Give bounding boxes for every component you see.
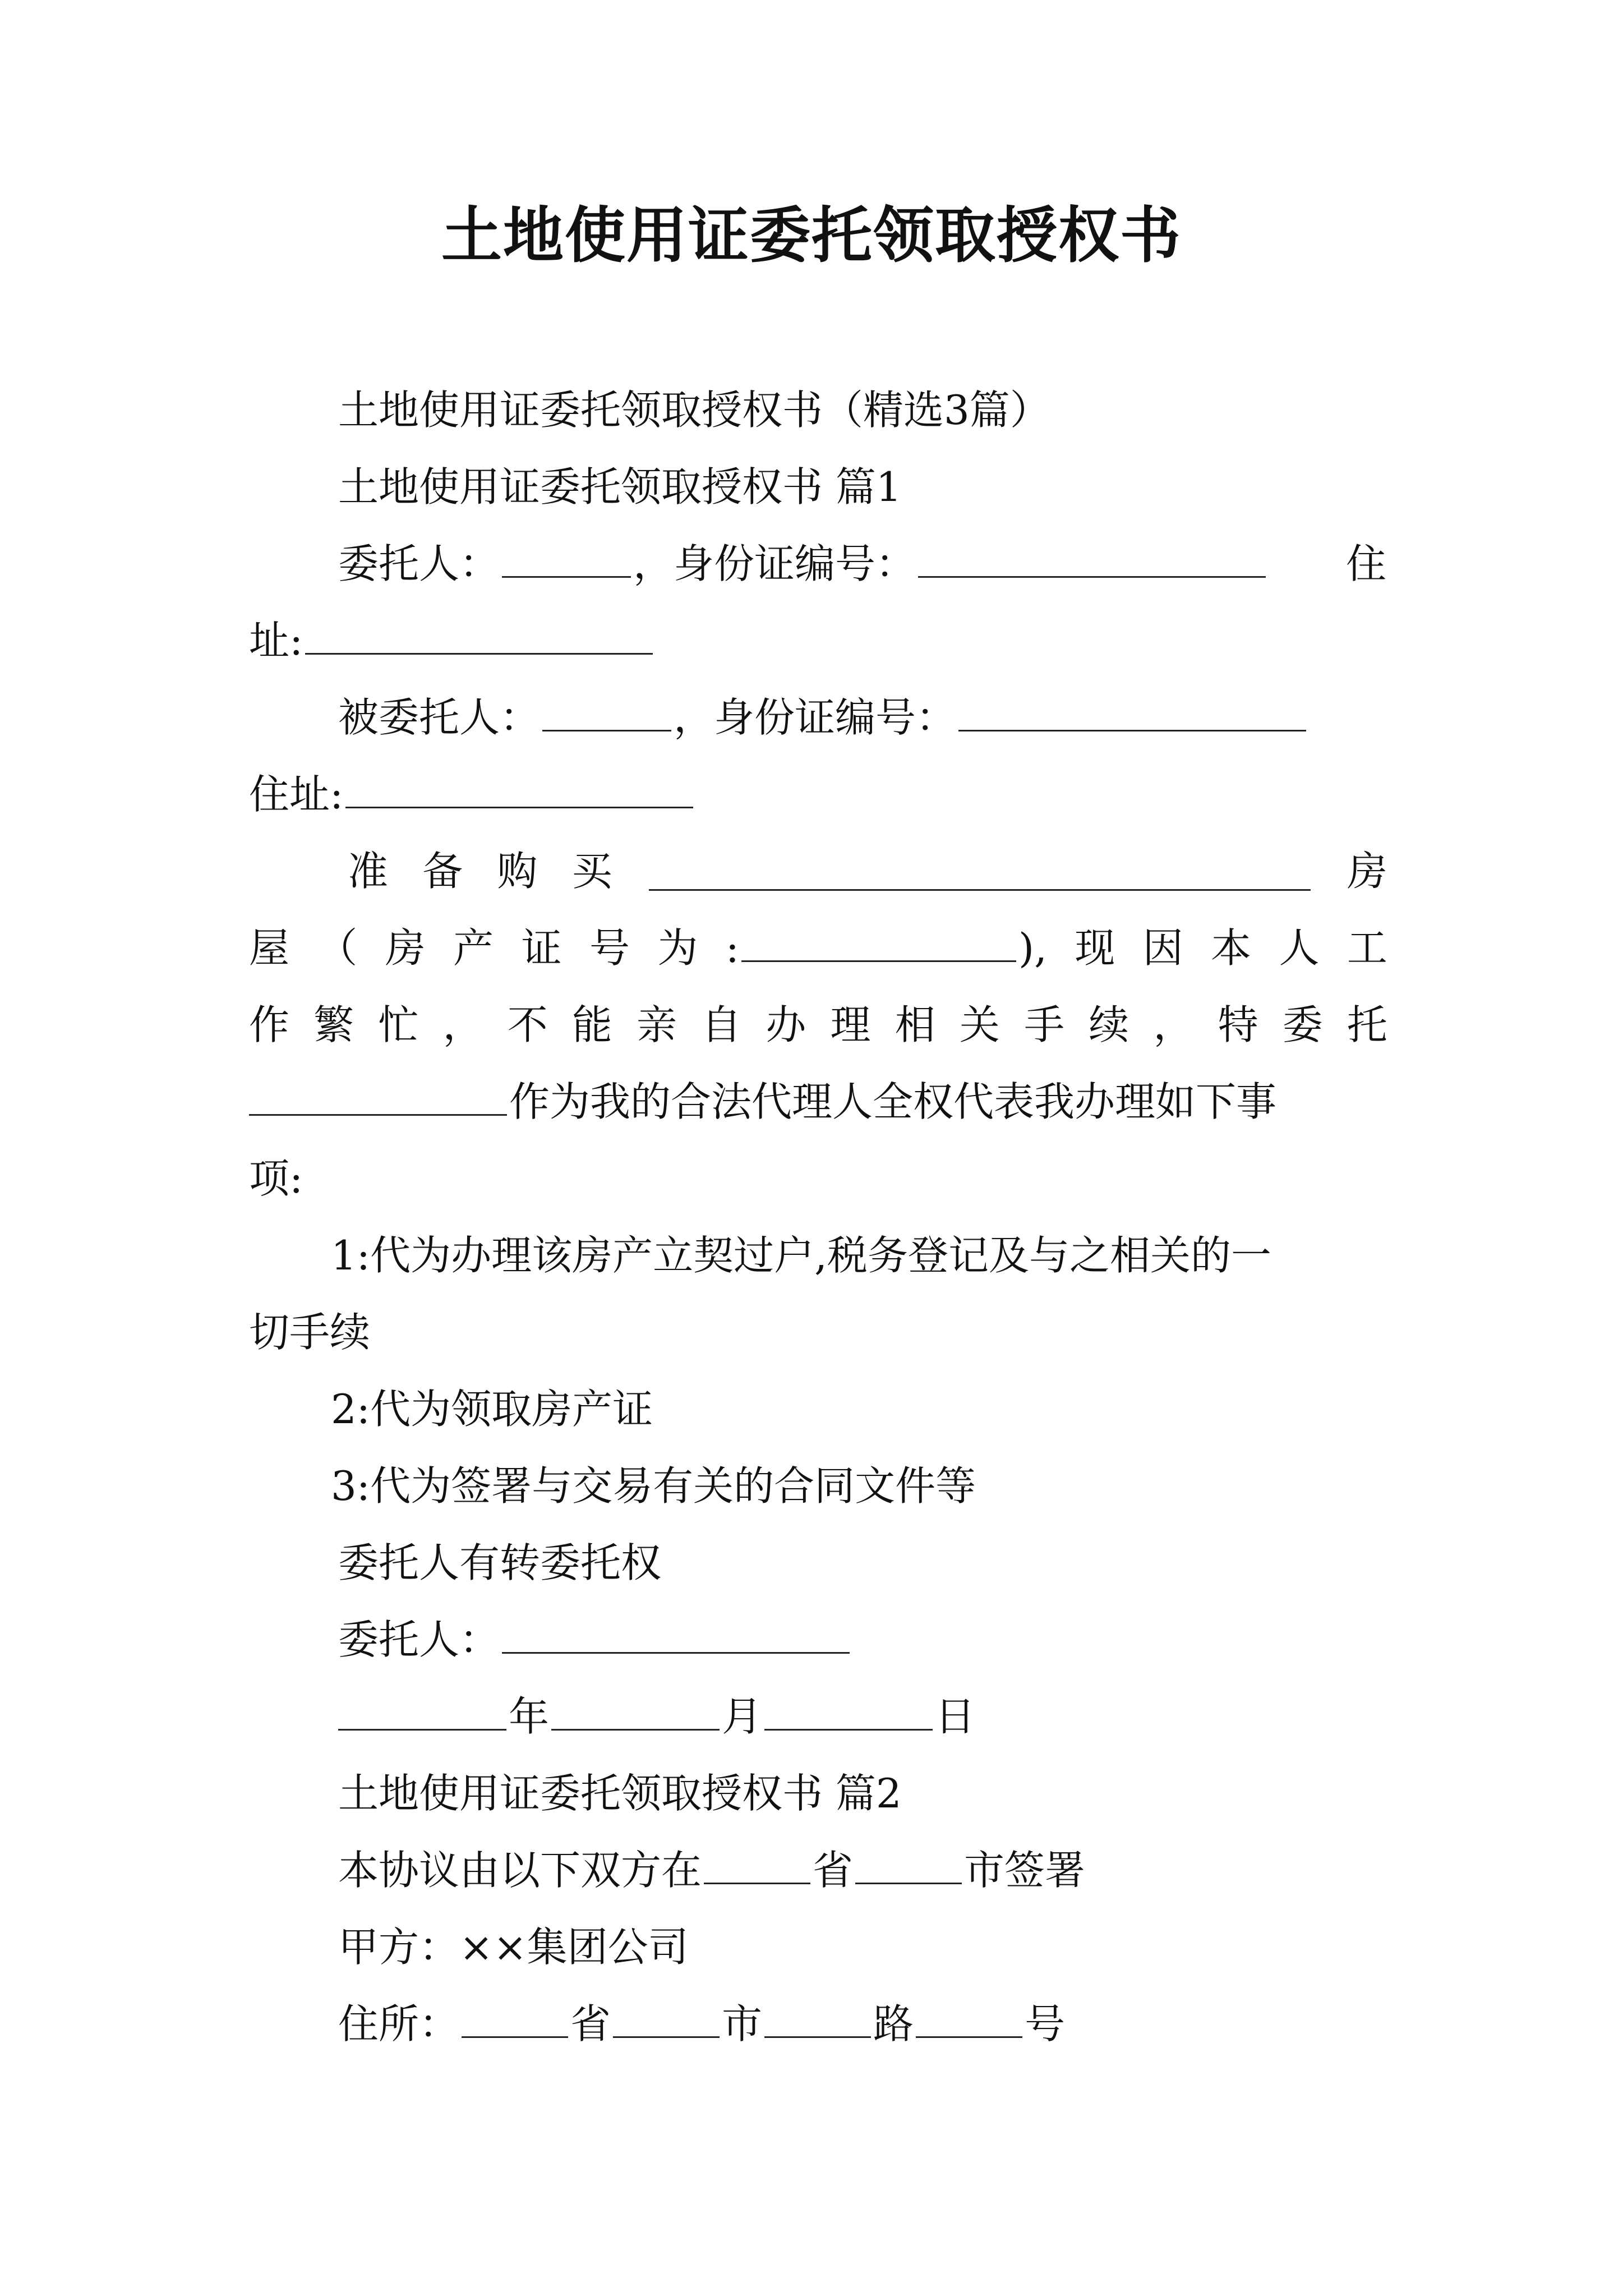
purpose-char: 续 xyxy=(1089,1001,1129,1048)
purpose-char: 托 xyxy=(1347,1001,1387,1048)
principal-id-label: ，身份证编号： xyxy=(633,540,916,587)
residence-road-blank xyxy=(764,2036,871,2038)
purpose-char: 亲 xyxy=(637,1001,677,1048)
agent-label: 被委托人： xyxy=(338,694,541,741)
purpose-char: 忙 xyxy=(378,1001,419,1048)
purpose-char: 相 xyxy=(895,1001,935,1048)
residence-line xyxy=(338,1997,1065,2051)
principal-id-blank xyxy=(918,576,1266,578)
purpose-char: : xyxy=(725,924,739,972)
purpose-char: 工 xyxy=(1347,924,1387,972)
agreement-city-blank xyxy=(855,1883,962,1884)
purpose-char: 号 xyxy=(589,924,630,972)
subtitle: 土地使用证委托领取授权书（精选3篇） xyxy=(338,386,1050,434)
principal-address-line xyxy=(249,614,655,668)
purpose-char: 办 xyxy=(766,1001,806,1048)
purpose-char: 特 xyxy=(1218,1001,1258,1048)
agent-id-label: ，身份证编号： xyxy=(674,694,957,741)
purpose-char: 不 xyxy=(507,1001,548,1048)
purpose-char: 现 xyxy=(1075,924,1115,972)
agreement-text-a: 本协议由以下双方在 xyxy=(338,1847,702,1894)
purpose-char: 购 xyxy=(497,848,538,895)
residence-number-blank xyxy=(916,2036,1022,2038)
signature-label: 委托人： xyxy=(338,1616,500,1663)
purpose-char: ， xyxy=(442,1001,483,1048)
agreement-text-b: 省 xyxy=(813,1847,854,1894)
signature-blank xyxy=(502,1652,850,1654)
agent-line xyxy=(338,691,1308,744)
agent-id-blank xyxy=(958,730,1306,731)
sub-delegation-clause: 委托人有转委托权 xyxy=(338,1539,662,1586)
date-line xyxy=(338,1690,975,1743)
signature-line xyxy=(338,1613,852,1667)
year-label: 年 xyxy=(509,1693,550,1740)
purpose-char: 本 xyxy=(1211,924,1252,972)
agreement-line xyxy=(338,1843,1085,1897)
purpose-char: 买 xyxy=(571,848,612,895)
month-label: 月 xyxy=(722,1693,763,1740)
purpose-char: 理 xyxy=(830,1001,871,1048)
item-1: 1:代为办理该房产立契过户,税务登记及与之相关的一 xyxy=(331,1232,1271,1279)
principal-name-blank xyxy=(502,576,631,578)
agent-address-blank xyxy=(345,807,693,808)
residence-label: 住所： xyxy=(338,2000,460,2047)
purpose-line-3 xyxy=(249,998,1387,1052)
purpose-char: 能 xyxy=(571,1001,612,1048)
residence-province-blank xyxy=(462,2036,568,2038)
month-blank xyxy=(551,1729,720,1731)
principal-address-part-a: 住 xyxy=(1346,540,1387,587)
purpose-line-2 xyxy=(249,921,1387,975)
purpose-char: 产 xyxy=(453,924,494,972)
section-1-heading: 土地使用证委托领取授权书 篇1 xyxy=(338,463,902,510)
purpose-char: 房 xyxy=(385,924,426,972)
purpose-char: 房 xyxy=(1347,848,1387,895)
residence-city-blank xyxy=(613,2036,720,2038)
purpose-char: 备 xyxy=(422,848,463,895)
purpose-char: 为 xyxy=(657,924,698,972)
purpose-char: 证 xyxy=(521,924,562,972)
house-blank xyxy=(649,889,1311,891)
purpose-char: 手 xyxy=(1024,1001,1065,1048)
purpose-char: 屋 xyxy=(249,924,290,972)
item-2: 2:代为领取房产证 xyxy=(331,1386,653,1433)
purpose-line-4 xyxy=(249,1075,1276,1129)
purpose-char: 自 xyxy=(701,1001,742,1048)
residence-road: 路 xyxy=(873,2000,914,2047)
principal-address-blank xyxy=(305,653,653,655)
certificate-number-blank xyxy=(741,960,1016,962)
purpose-char: 准 xyxy=(348,848,389,895)
day-label: 日 xyxy=(935,1693,976,1740)
document-title: 土地使用证委托领取授权书 xyxy=(441,200,1182,271)
agreement-text-c: 市签署 xyxy=(964,1847,1086,1894)
party-a: 甲方：××集团公司 xyxy=(338,1924,689,1971)
item-3: 3:代为签署与交易有关的合同文件等 xyxy=(331,1462,976,1510)
purpose-text: 作为我的合法代理人全权代表我办理如下事 xyxy=(509,1078,1277,1125)
principal-line xyxy=(338,537,1268,591)
agreement-province-blank xyxy=(704,1883,810,1884)
agent-name-blank xyxy=(542,730,671,731)
principal-label: 委托人： xyxy=(338,540,500,587)
item-1-continued: 切手续 xyxy=(249,1309,371,1356)
purpose-char: ， xyxy=(1153,1001,1194,1048)
principal-address-part-b: 址: xyxy=(249,617,303,664)
purpose-char: 因 xyxy=(1142,924,1183,972)
purpose-char: 关 xyxy=(959,1001,1000,1048)
day-blank xyxy=(764,1729,933,1731)
section-2-heading: 土地使用证委托领取授权书 篇2 xyxy=(338,1770,902,1817)
purpose-char: 作 xyxy=(249,1001,290,1048)
residence-city: 市 xyxy=(722,2000,763,2047)
year-blank xyxy=(338,1729,506,1731)
agent-address-label: 住址: xyxy=(249,771,344,818)
agent-appointee-blank xyxy=(249,1114,507,1116)
agent-address-line xyxy=(249,767,695,821)
residence-number: 号 xyxy=(1025,2000,1066,2047)
purpose-char: 繁 xyxy=(313,1001,354,1048)
purpose-char: 委 xyxy=(1282,1001,1323,1048)
residence-province: 省 xyxy=(570,2000,611,2047)
purpose-char: ), xyxy=(1018,924,1047,972)
purpose-line-5: 项: xyxy=(249,1155,303,1202)
purpose-char: （ xyxy=(317,924,358,972)
purpose-char: 人 xyxy=(1279,924,1320,972)
purpose-line-1 xyxy=(348,844,1387,898)
